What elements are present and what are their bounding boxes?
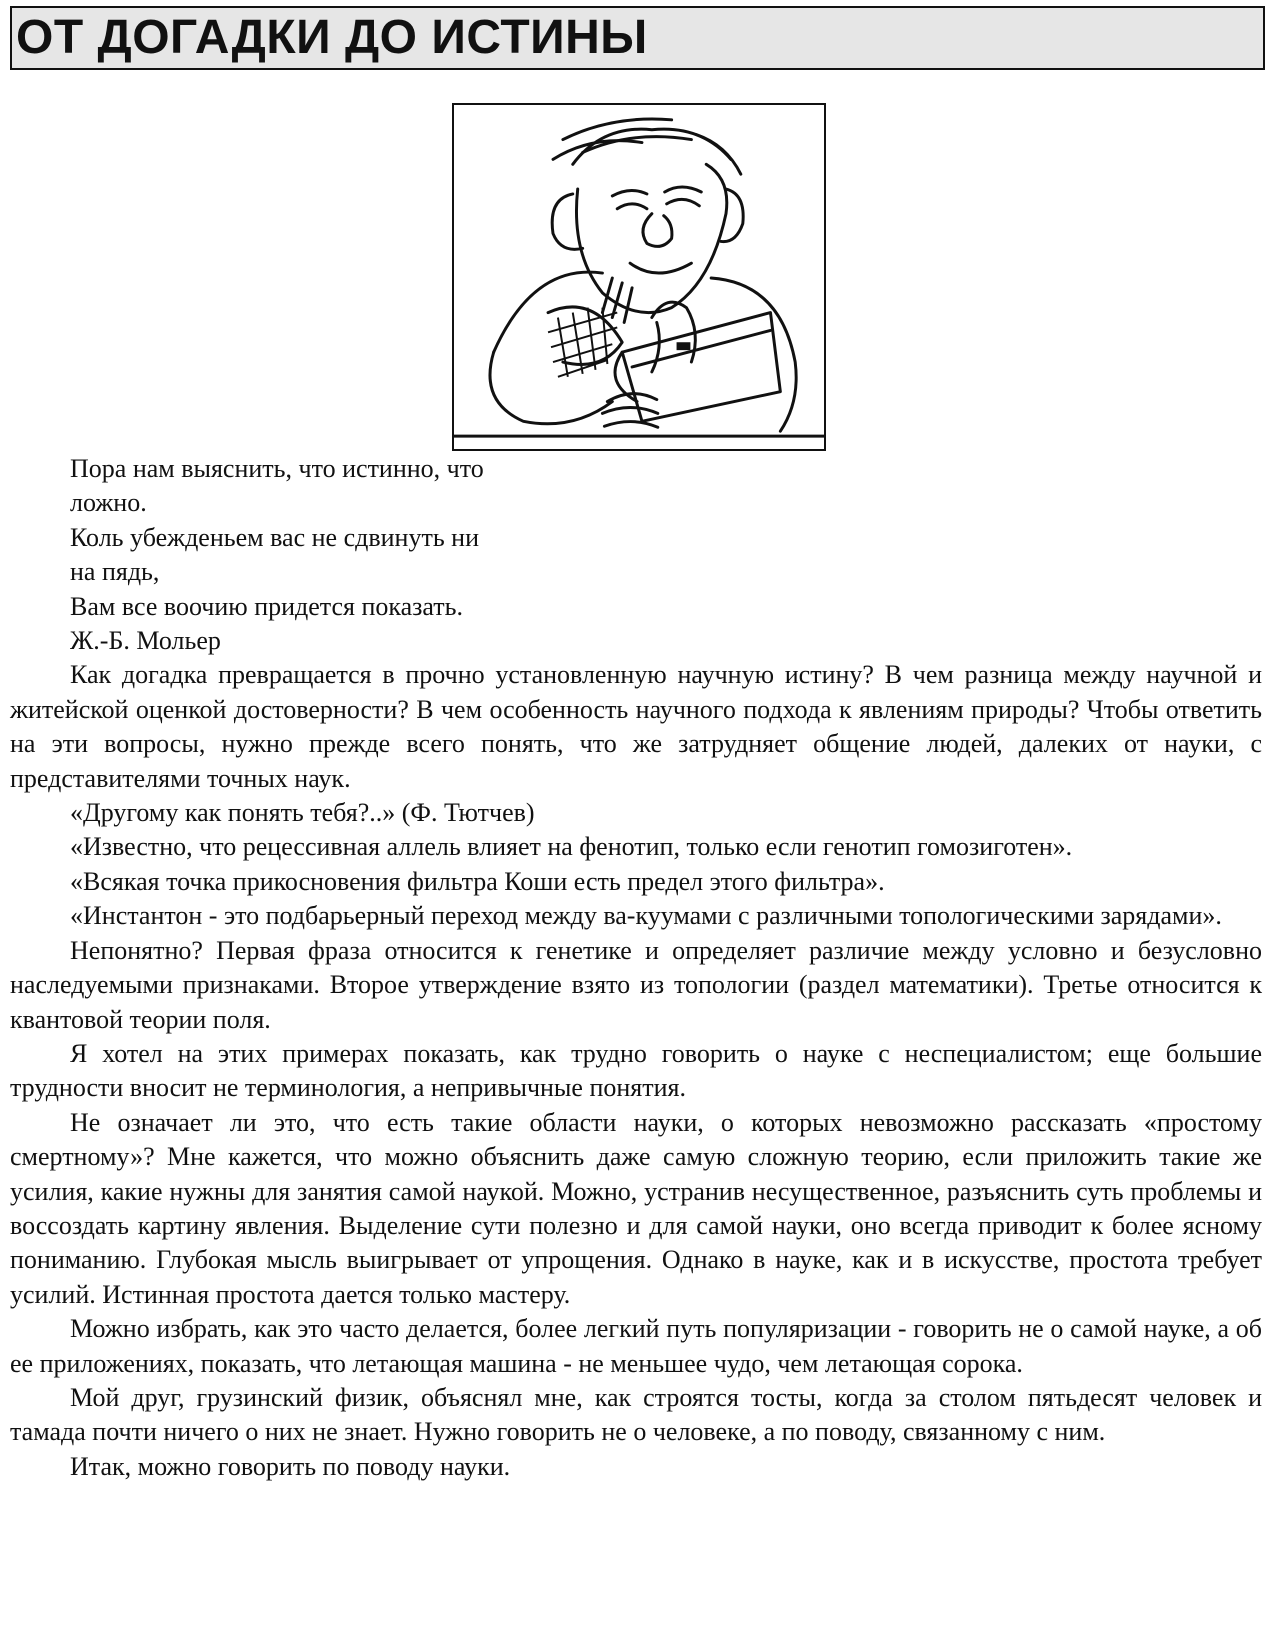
epigraph xyxy=(10,452,610,658)
page-title-box xyxy=(10,6,1265,70)
paragraph: Итак, можно говорить по поводу науки. xyxy=(70,1451,511,1481)
paragraph: Непонятно? Первая фраза относится к генетике и определяет различие между условно и безусловно наследуемыми признаками. Второе утверждение взято из топологии (раздел математики). Третье относится к квантовой теории поля. xyxy=(10,935,1262,1034)
article-body xyxy=(10,452,1262,1484)
paragraph: Можно избрать, как это часто делается, более легкий путь популяризации - говорить не о самой науке, а об ее приложениях, показать, что летающая машина - не меньшее чудо, чем летающая сорока. xyxy=(10,1314,1262,1378)
epigraph-author: Ж.-Б. Мольер xyxy=(70,626,221,656)
quote: «Инстантон - это подбарьерный переход между ва-куумами с различными топологическими зарядами». xyxy=(70,901,1222,931)
page-title: ОТ ДОГАДКИ ДО ИСТИНЫ xyxy=(16,11,648,64)
quote: «Всякая точка прикосновения фильтра Коши есть предел этого фильтра». xyxy=(70,866,885,896)
paragraph: Как догадка превращается в прочно установленную научную истину? В чем разница между научной и житейской оценкой достоверности? В чем особенность научного подхода к явлениям природы? Чтобы ответить на эти вопросы, нужно прежде всего понять, что же затрудняет общение людей, далеких от науки, с представителями точных наук. xyxy=(10,660,1262,793)
epigraph-line: ложно. xyxy=(70,488,147,518)
quote: «Известно, что рецессивная аллель влияет на фенотип, только если генотип гомозиготен». xyxy=(70,832,1073,862)
paragraph: Мой друг, грузинский физик, объяснял мне, как строятся тосты, когда за столом пятьдесят человек и тамада почти ничего о них не знает. Нужно говорить не о человеке, а по поводу, связанному с ним. xyxy=(10,1382,1262,1447)
reading-man-icon xyxy=(454,105,824,449)
illustration-frame xyxy=(452,103,826,451)
epigraph-line: Вам все воочию придется показать. xyxy=(70,591,464,621)
epigraph-line: на пядь, xyxy=(70,557,160,587)
paragraph: Не означает ли это, что есть такие области науки, о которых невозможно рассказать «простому смертному»? Мне кажется, что можно объяснить даже самую сложную теорию, если приложить такие же усилия, какие нужны для занятия самой наукой. Можно, устранив несущественное, разъяснить суть проблемы и воссоздать картину явления. Выделение сути полезно и для самой науки, оно всегда приводит к более ясному пониманию. Глубокая мысль выигрывает от упрощения. Однако в науке, как и в искусстве, простота требует усилий. Истинная простота дается только мастеру. xyxy=(10,1107,1262,1309)
epigraph-line: Пора нам выяснить, что истинно, что xyxy=(70,454,484,483)
epigraph-line: Коль убежденьем вас не сдвинуть ни xyxy=(70,522,480,552)
paragraph: Я хотел на этих примерах показать, как трудно говорить о науке с неспециалистом; еще большие трудности вносит не терминология, а непривычные понятия. xyxy=(10,1038,1262,1103)
quote: «Другому как понять тебя?..» (Ф. Тютчев) xyxy=(70,798,535,828)
